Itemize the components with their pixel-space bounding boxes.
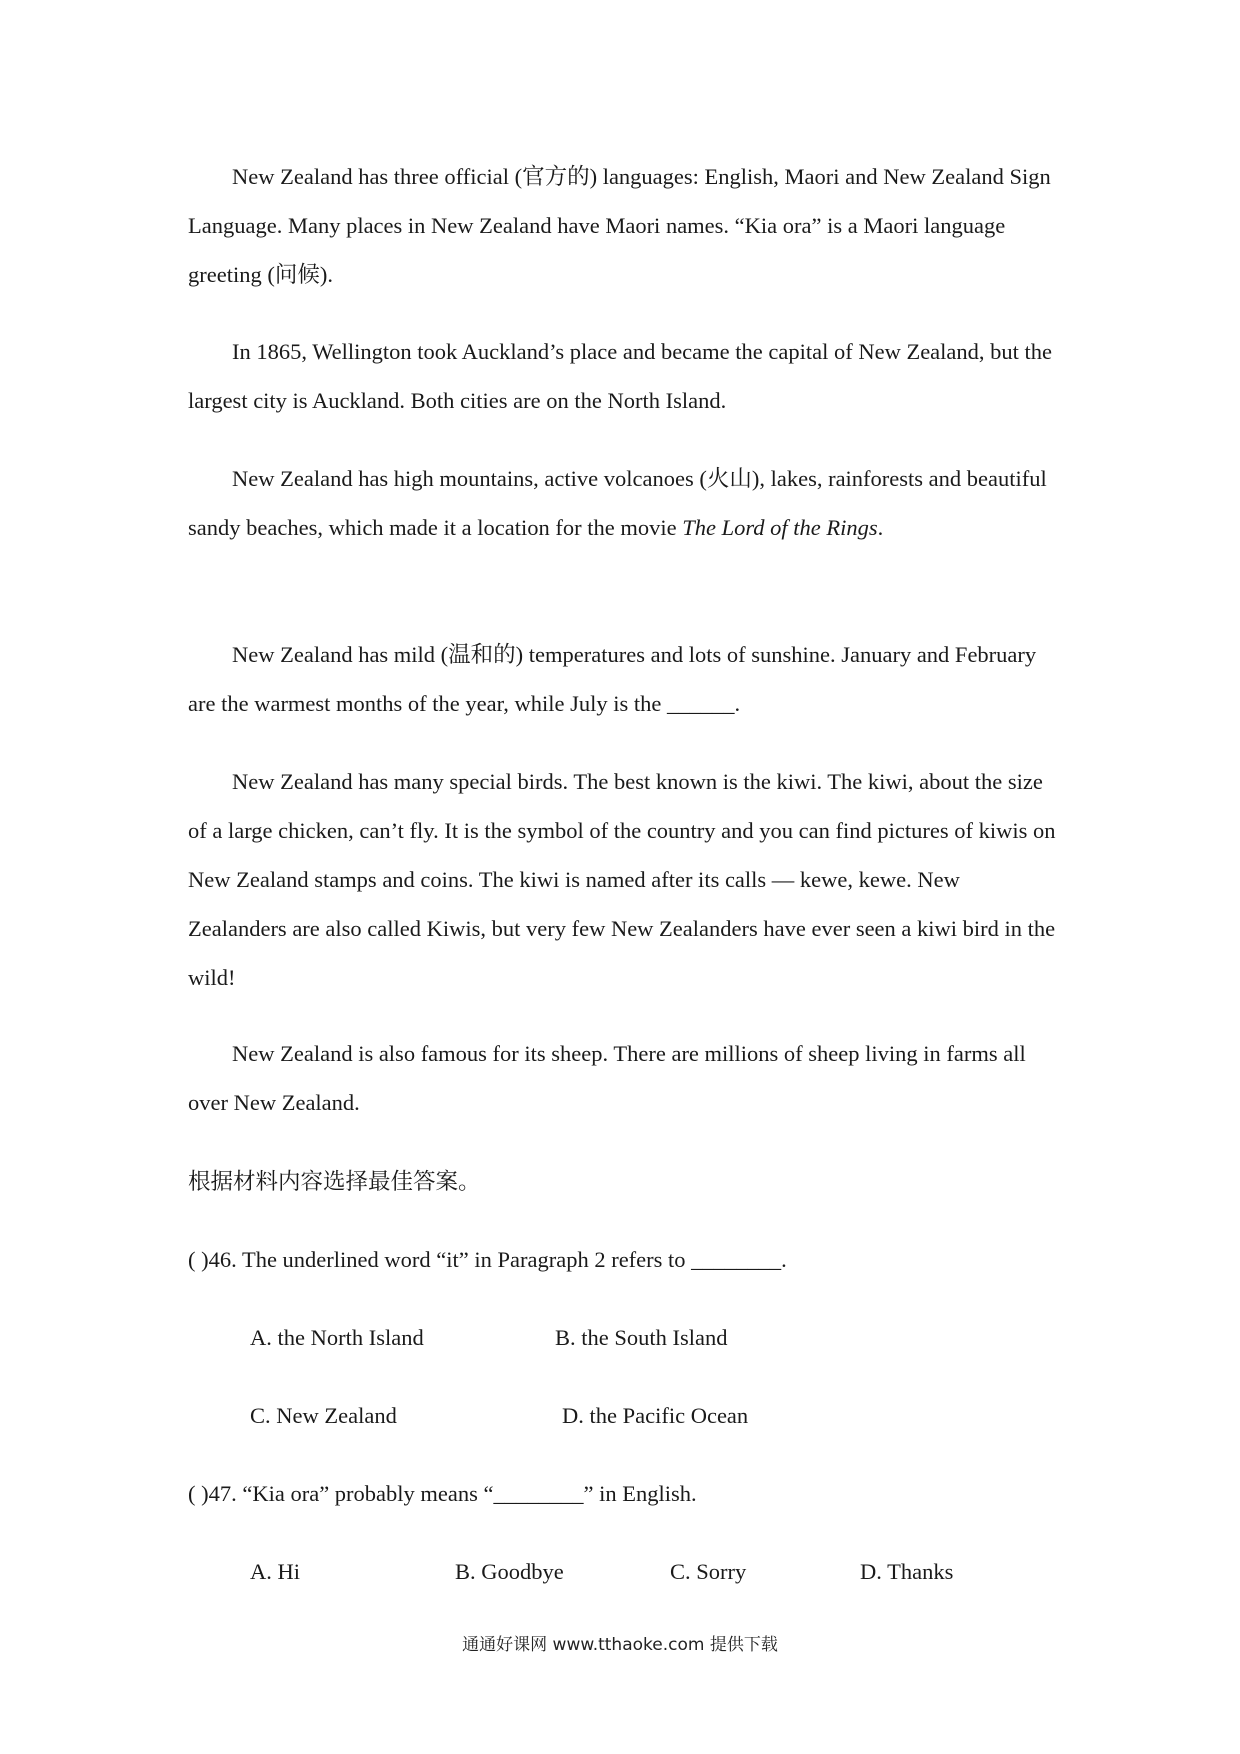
question-46-option-b: B. the South Island [555,1325,728,1350]
paragraph-landscape [188,454,1058,552]
paragraph-capital: In 1865, Wellington took Auckland’s place and became the capital of New Zealand, but the largest city is Auckland. Both cities are on the North Island. [188,339,1053,413]
question-47-option-b: B. Goodbye [455,1559,564,1584]
page-footer: 通通好课网 www.tthaoke.com 提供下载 [462,1635,778,1655]
question-47-option-a: A. Hi [250,1559,300,1584]
movie-title: The Lord of the Rings [682,515,878,540]
question-46-option-d: D. the Pacific Ocean [562,1403,749,1428]
paragraph-languages: New Zealand has three official (官方的) languages: English, Maori and New Zealand Sign Language. Many places in New Zealand have Maori names. “Kia ora” is a Maori language greeting (问候). [188,164,1051,287]
question-46-option-a: A. the North Island [250,1325,424,1350]
paragraph-climate: New Zealand has mild (温和的) temperatures and lots of sunshine. January and February are the warmest months of the year, while July is the ______. [188,642,1037,716]
question-47: ( )47. “Kia ora” probably means “________” in English. [188,1481,697,1506]
question-47-option-d: D. Thanks [860,1559,954,1584]
paragraph-kiwi: New Zealand has many special birds. The best known is the kiwi. The kiwi, about the size of a large chicken, can’t fly. It is the symbol of the country and you can find pictures of kiwis on New Zealand stamps and coins. The kiwi is named after its calls — kewe, kewe. New Zealanders are also called Kiwis, but very few New Zealanders have ever seen a kiwi bird in the wild! [188,769,1056,990]
question-46: ( )46. The underlined word “it” in Paragraph 2 refers to ________. [188,1247,787,1272]
paragraph-sheep: New Zealand is also famous for its sheep. There are millions of sheep living in farms all over New Zealand. [188,1041,1026,1115]
instruction-text: 根据材料内容选择最佳答案。 [188,1169,481,1194]
paragraph-landscape-end: . [877,515,884,540]
question-47-option-c: C. Sorry [670,1559,747,1584]
question-46-option-c: C. New Zealand [250,1403,397,1428]
paragraph-landscape-text: New Zealand has high mountains, active volcanoes (火山), lakes, rainforests and beautiful sandy beaches, which made it a location for the movie [188,466,1047,540]
